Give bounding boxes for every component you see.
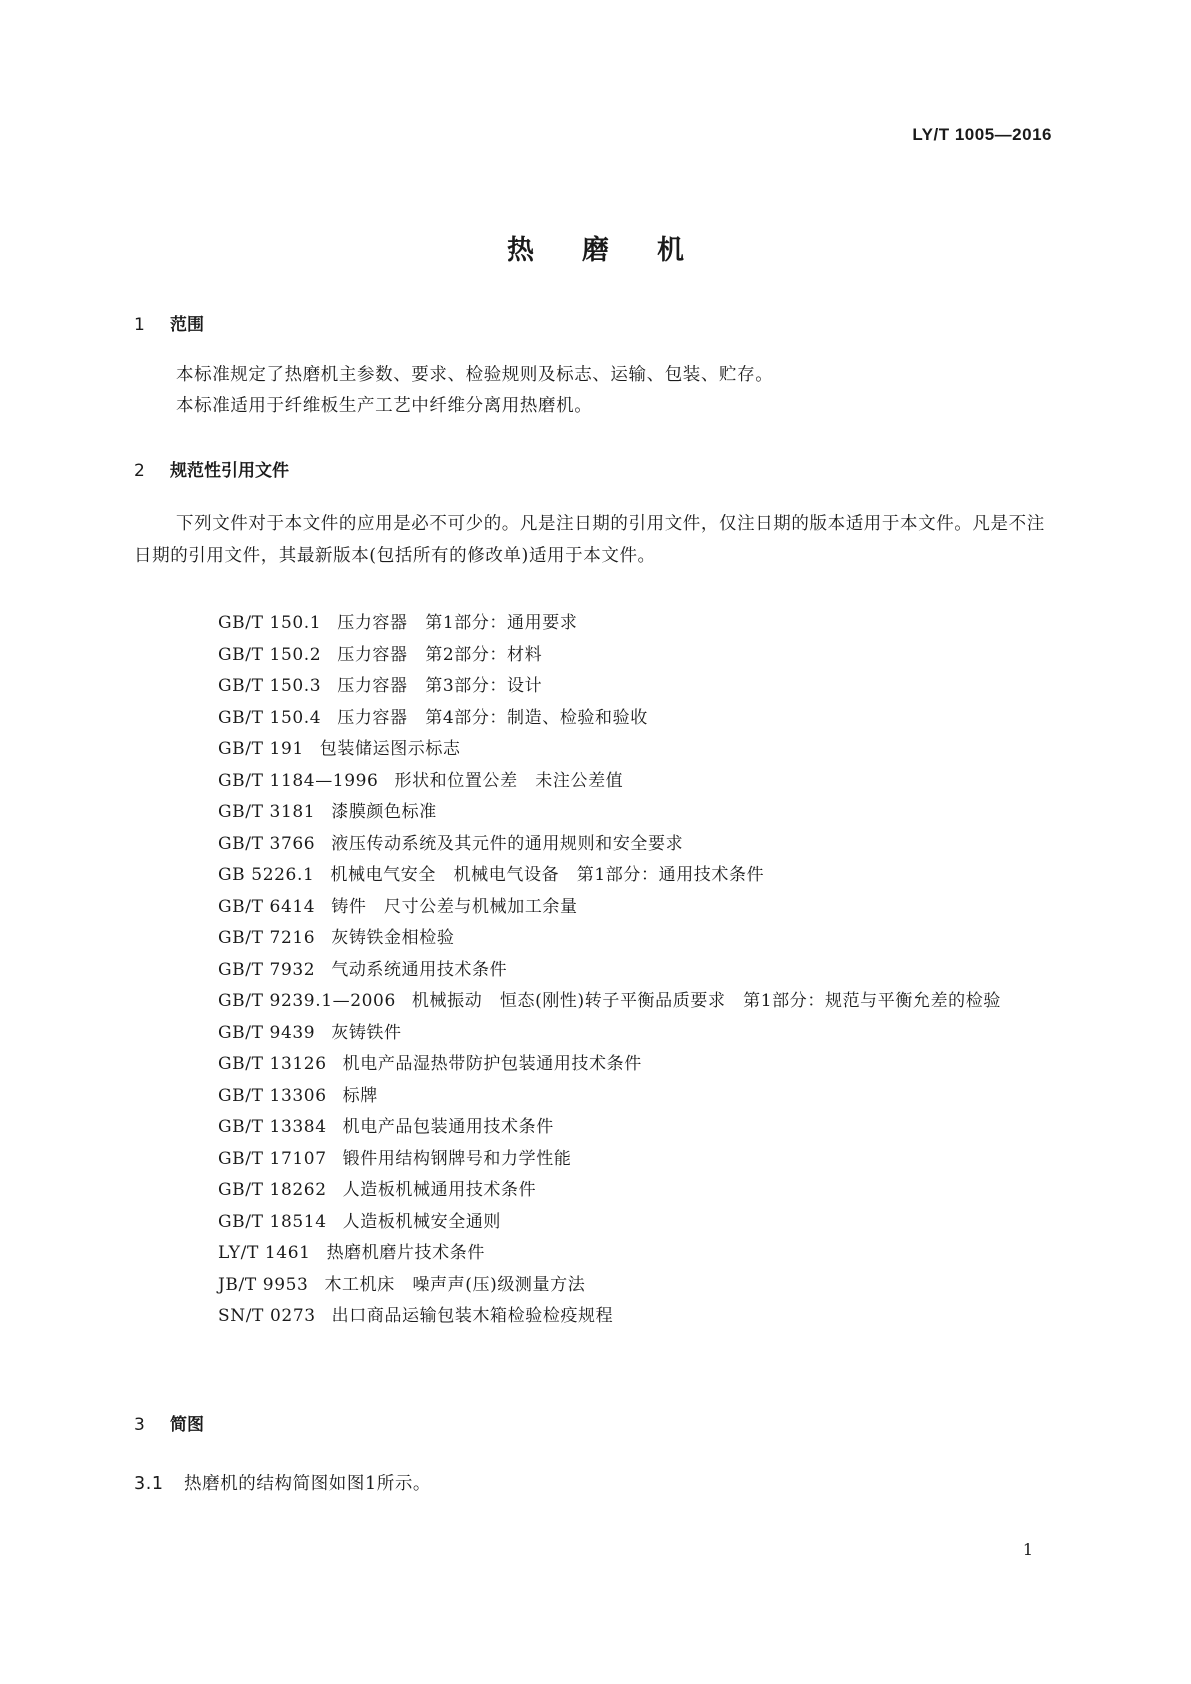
reference-item [134,860,1062,892]
reference-code: GB/T 9439 [218,1022,316,1043]
reference-code: GB/T 150.1 [218,613,322,633]
reference-item [134,1301,1062,1333]
document-title: 热磨机 [507,235,732,266]
reference-item [134,640,1062,672]
reference-code: SN/T 0273 [218,1306,316,1326]
reference-item [134,703,1062,735]
reference-item [134,734,1062,766]
reference-title: 机电产品湿热带防护包装通用技术条件 [342,1054,642,1074]
reference-item [134,923,1062,955]
reference-code: GB/T 18262 [218,1180,327,1200]
reference-title: 气动系统通用技术条件 [331,959,508,980]
reference-item [134,671,1062,703]
reference-item [134,955,1062,987]
reference-title: 锻件用结构钢牌号和力学性能 [342,1148,572,1169]
reference-item [134,986,1062,1018]
reference-code: LY/T 1461 [218,1243,311,1263]
reference-code: GB/T 7216 [218,928,316,948]
reference-title: 形状和位置公差 未注公差值 [394,770,624,791]
reference-code: GB/T 13306 [218,1085,327,1106]
reference-code: GB/T 191 [218,739,304,759]
reference-item [134,1081,1062,1113]
reference-item [134,766,1062,798]
reference-title: 标牌 [342,1085,378,1106]
reference-item [134,1018,1062,1050]
reference-item [134,797,1062,829]
reference-item [134,1144,1062,1176]
section-1-heading [134,310,204,335]
reference-code: GB/T 7932 [218,959,316,980]
standard-code: LY/T 1005—2016 [912,125,1052,144]
clause-3-1 [134,1470,431,1495]
reference-title: 人造板机械安全通则 [342,1211,502,1232]
section-3-title: 简图 [170,1415,204,1435]
reference-item [134,1049,1062,1081]
reference-title: 液压传动系统及其元件的通用规则和安全要求 [331,833,684,854]
reference-title: 压力容器 第3部分：设计 [337,676,543,696]
section-1-paragraph-2: 本标准适用于纤维板生产工艺中纤维分离用热磨机。 [176,396,593,416]
reference-item [134,829,1062,861]
reference-title: 铸件 尺寸公差与机械加工余量 [331,896,578,917]
page-number: 1 [1022,1540,1033,1559]
section-3-number: 3 [134,1415,145,1435]
reference-code: GB/T 150.3 [218,676,322,696]
clause-3-1-number: 3.1 [134,1474,164,1494]
reference-code: GB/T 150.2 [218,644,322,665]
clause-3-1-text: 热磨机的结构简图如图1所示。 [184,1474,432,1494]
section-2-title: 规范性引用文件 [170,461,289,481]
reference-code: GB/T 9239.1—2006 [218,991,396,1011]
section-3-heading [134,1410,204,1435]
reference-title: 热磨机磨片技术条件 [326,1243,485,1263]
reference-code: GB/T 17107 [218,1148,327,1169]
reference-code: GB/T 150.4 [218,707,322,728]
reference-item [134,1207,1062,1239]
reference-code: GB/T 3181 [218,802,316,822]
reference-title: 人造板机械通用技术条件 [342,1180,537,1200]
section-2-heading [134,456,289,481]
reference-code: GB/T 13384 [218,1117,327,1137]
reference-item [134,1112,1062,1144]
reference-title: 机械电气安全 机械电气设备 第1部分：通用技术条件 [330,865,765,885]
reference-code: GB/T 3766 [218,833,316,854]
reference-code: GB 5226.1 [218,865,315,885]
reference-item [134,608,1062,640]
reference-title: 机电产品包装通用技术条件 [342,1117,554,1137]
reference-title: 压力容器 第2部分：材料 [337,644,543,665]
reference-title: 灰铸铁金相检验 [331,928,455,948]
reference-item [134,1238,1062,1270]
section-2-intro: 下列文件对于本文件的应用是必不可少的。凡是注日期的引用文件，仅注日期的版本适用于本文件。凡是不注日期的引用文件，其最新版本(包括所有的修改单)适用于本文件。 [134,514,1045,566]
section-1-title: 范围 [170,315,204,335]
reference-title: 出口商品运输包装木箱检验检疫规程 [331,1306,614,1326]
reference-title: 木工机床 噪声声(压)级测量方法 [324,1274,586,1295]
reference-code: JB/T 9953 [218,1274,309,1295]
reference-title: 漆膜颜色标准 [331,802,437,822]
reference-code: GB/T 1184—1996 [218,770,379,791]
reference-code: GB/T 6414 [218,896,316,917]
reference-title: 压力容器 第1部分：通用要求 [337,613,578,633]
section-1-number: 1 [134,315,145,335]
reference-item [134,892,1062,924]
reference-title: 灰铸铁件 [331,1022,402,1043]
normative-references-list [134,608,1062,1333]
reference-title: 机械振动 恒态(刚性)转子平衡品质要求 第1部分：规范与平衡允差的检验 [411,991,1001,1011]
reference-title: 压力容器 第4部分：制造、检验和验收 [337,707,648,728]
section-1-paragraph-1: 本标准规定了热磨机主参数、要求、检验规则及标志、运输、包装、贮存。 [176,365,774,385]
reference-title: 包装储运图示标志 [319,739,461,759]
reference-item [134,1270,1062,1302]
section-2-number: 2 [134,461,145,481]
reference-item [134,1175,1062,1207]
reference-code: GB/T 18514 [218,1211,327,1232]
reference-code: GB/T 13126 [218,1054,327,1074]
